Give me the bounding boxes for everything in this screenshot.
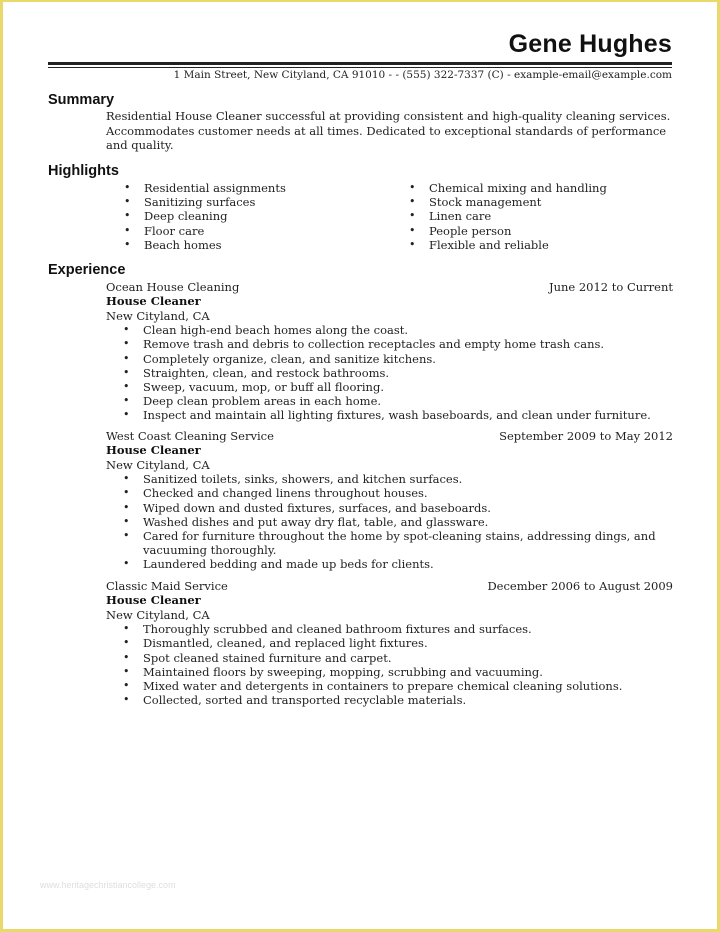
job-dates: September 2009 to May 2012 [499,429,673,443]
highlight-item: • Beach homes [124,238,286,252]
job-company: Ocean House Cleaning [106,280,240,294]
resume-name: Gene Hughes [508,30,672,58]
highlight-item: • Stock management [409,195,607,209]
duty-item: • Remove trash and debris to collection receptacles and empty home trash cans. [123,337,673,351]
job-entry [106,429,673,572]
highlights-list-left [124,181,286,252]
highlight-item: • Flexible and reliable [409,238,607,252]
header-rule-thin [48,67,672,68]
duty-item: • Inspect and maintain all lighting fixtures, wash baseboards, and clean under furniture. [123,408,673,422]
job-location: New Cityland, CA [106,308,210,323]
duty-item: • Clean high-end beach homes along the coast. [123,323,673,337]
duty-item: • Sweep, vacuum, mop, or buff all flooring. [123,380,673,394]
highlight-item: • Sanitizing surfaces [124,195,286,209]
highlight-item: • Floor care [124,224,286,238]
job-location: New Cityland, CA [106,607,210,622]
summary-text: Residential House Cleaner successful at providing consistent and high-quality cleaning services. Accommodates customer needs at all times. Dedicated to exceptional standards of performance and quality. [106,109,671,152]
duty-item: • Deep clean problem areas in each home. [123,394,673,408]
highlight-item: • Chemical mixing and handling [409,181,607,195]
summary-heading: Summary [48,92,115,108]
job-title: House Cleaner [106,443,201,458]
duty-item: • Sanitized toilets, sinks, showers, and kitchen surfaces. [123,472,658,486]
duty-item: • Collected, sorted and transported recyclable materials. [123,693,673,707]
highlight-item: • Linen care [409,209,607,223]
duty-item: • Straighten, clean, and restock bathrooms. [123,366,673,380]
duty-item: • Washed dishes and put away dry flat, table, and glassware. [123,515,658,529]
job-duties [106,622,673,707]
duty-item: • Wiped down and dusted fixtures, surfaces, and baseboards. [123,501,658,515]
duty-item: • Cared for furniture throughout the home by spot-cleaning stains, addressing dings, and vacuuming thoroughly. [123,529,658,557]
job-dates: December 2006 to August 2009 [487,579,673,593]
highlight-item: • People person [409,224,607,238]
duty-item: • Completely organize, clean, and sanitize kitchens. [123,352,673,366]
job-duties [106,323,673,422]
job-location: New Cityland, CA [106,457,210,472]
highlights-list-right [409,181,607,252]
job-company: West Coast Cleaning Service [106,429,274,443]
highlight-item: • Residential assignments [124,181,286,195]
duty-item: • Laundered bedding and made up beds for clients. [123,557,658,571]
job-title: House Cleaner [106,294,201,309]
contact-line: 1 Main Street, New Cityland, CA 91010 - - (555) 322-7337 (C) - example-email@example.com [173,69,672,81]
highlight-item: • Deep cleaning [124,209,286,223]
watermark: www.heritagechristiancollege.com [40,880,176,890]
duty-item: • Checked and changed linens throughout houses. [123,486,658,500]
experience-heading: Experience [48,262,126,278]
highlights-heading: Highlights [48,163,119,179]
duty-item: • Thoroughly scrubbed and cleaned bathroom fixtures and surfaces. [123,622,673,636]
job-dates: June 2012 to Current [548,280,673,294]
duty-item: • Dismantled, cleaned, and replaced light fixtures. [123,636,673,650]
duty-item: • Mixed water and detergents in containers to prepare chemical cleaning solutions. [123,679,673,693]
job-entry [106,280,673,423]
job-entry [106,579,673,707]
duty-item: • Maintained floors by sweeping, mopping, scrubbing and vacuuming. [123,665,673,679]
job-duties [106,472,658,571]
job-title: House Cleaner [106,593,201,608]
job-company: Classic Maid Service [106,579,228,593]
header-rule-thick [48,62,672,65]
duty-item: • Spot cleaned stained furniture and carpet. [123,651,673,665]
